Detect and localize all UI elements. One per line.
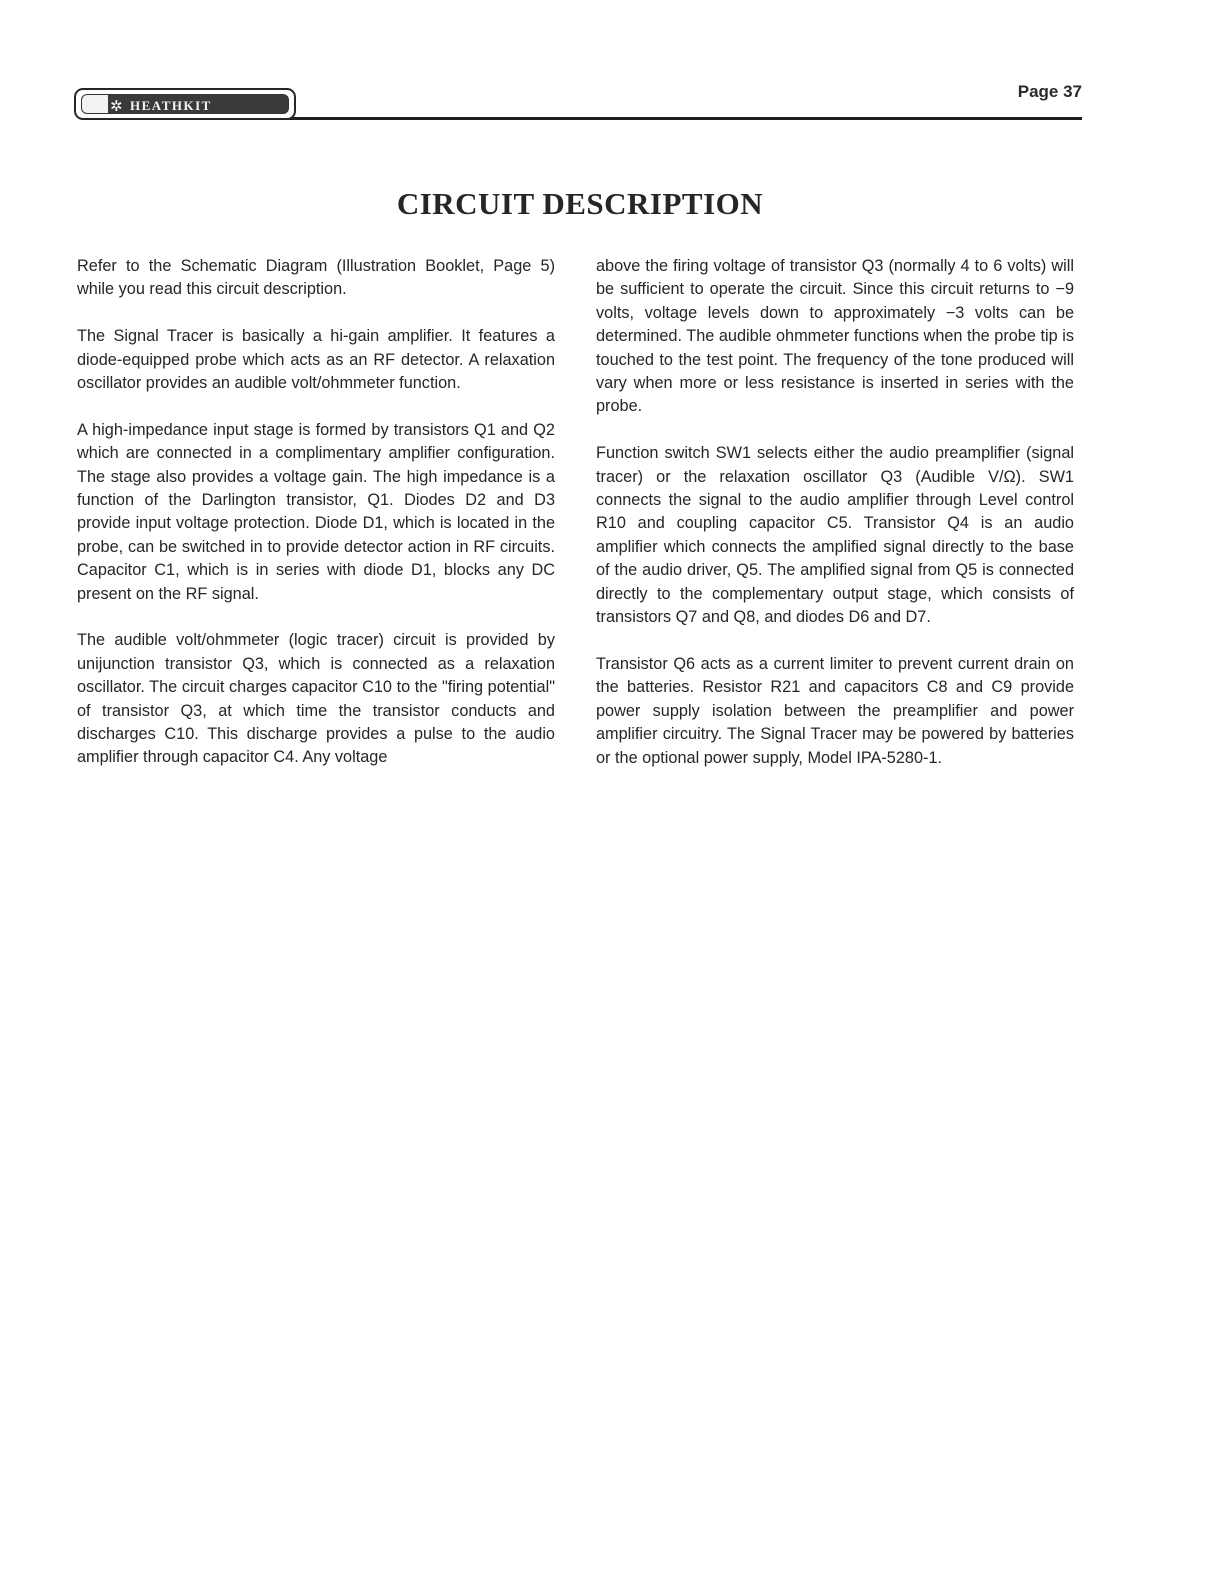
paragraph: Refer to the Schematic Diagram (Illustration Booklet, Page 5) while you read this circuit description. <box>77 257 555 299</box>
paragraph: A high-impedance input stage is formed by transistors Q1 and Q2 which are connected in a complimentary amplifier configuration. The stage also provides a voltage gain. The high impedance is a function of the Darlington transistor, Q1. Diodes D2 and D3 provide input voltage protection. Diode D1, which is located in the probe, can be switched in to provide detector action in RF circuits. Capacitor C1, which is in series with diode D1, blocks any DC present on the RF signal. <box>77 420 555 603</box>
paragraph: Function switch SW1 selects either the audio preamplifier (signal tracer) or the relaxation oscillator Q3 (Audible V/Ω). SW1 connects the signal to the audio amplifier through Level control R10 and coupling capacitor C5. Transistor Q4 is an audio amplifier which connects the amplified signal directly to the base of the audio driver, Q5. The amplified signal from Q5 is connected directly to the complementary output stage, which consists of transistors Q7 and Q8, and diodes D6 and D7. <box>596 444 1074 627</box>
logo-text: HEATHKIT <box>130 98 212 113</box>
page-title: CIRCUIT DESCRIPTION <box>396 186 764 221</box>
right-column <box>596 255 1074 793</box>
paragraph: The Signal Tracer is basically a hi-gain amplifier. It features a diode-equipped probe which acts as an RF detector. A relaxation oscillator provides an audible volt/ohmmeter function. <box>77 327 555 393</box>
paragraph: Transistor Q6 acts as a current limiter to prevent current drain on the batteries. Resistor R21 and capacitors C8 and C9 provide power supply isolation between the preamplifier and power amplifier circuitry. The Signal Tracer may be powered by batteries or the optional power supply, Model IPA-5280-1. <box>596 654 1074 767</box>
heathkit-logo <box>74 88 296 120</box>
paragraph: The audible volt/ohmmeter (logic tracer) circuit is provided by unijunction transistor Q3, which is connected as a relaxation oscillator. The circuit charges capacitor C10 to the "firing potential" of transistor Q3, at which time the transistor conducts and discharges C10. This discharge provides a pulse to the audio amplifier through capacitor C4. Any voltage <box>77 631 555 767</box>
logo-left-panel <box>82 95 108 113</box>
left-column <box>77 255 555 793</box>
paragraph: above the firing voltage of transistor Q3 (normally 4 to 6 volts) will be sufficient to operate the circuit. Since this circuit returns to −9 volts, voltage levels down to approximately −3 volts can be determined. The audible ohmmeter functions when the probe tip is touched to the test point. The frequency of the tone produced will vary when more or less resistance is inserted in series with the probe. <box>596 257 1074 416</box>
gear-icon: ✲ <box>110 97 123 115</box>
logo-badge <box>81 94 289 114</box>
header-rule <box>284 117 1082 120</box>
page-header <box>74 82 1082 130</box>
page-number: Page 37 <box>1017 82 1082 101</box>
